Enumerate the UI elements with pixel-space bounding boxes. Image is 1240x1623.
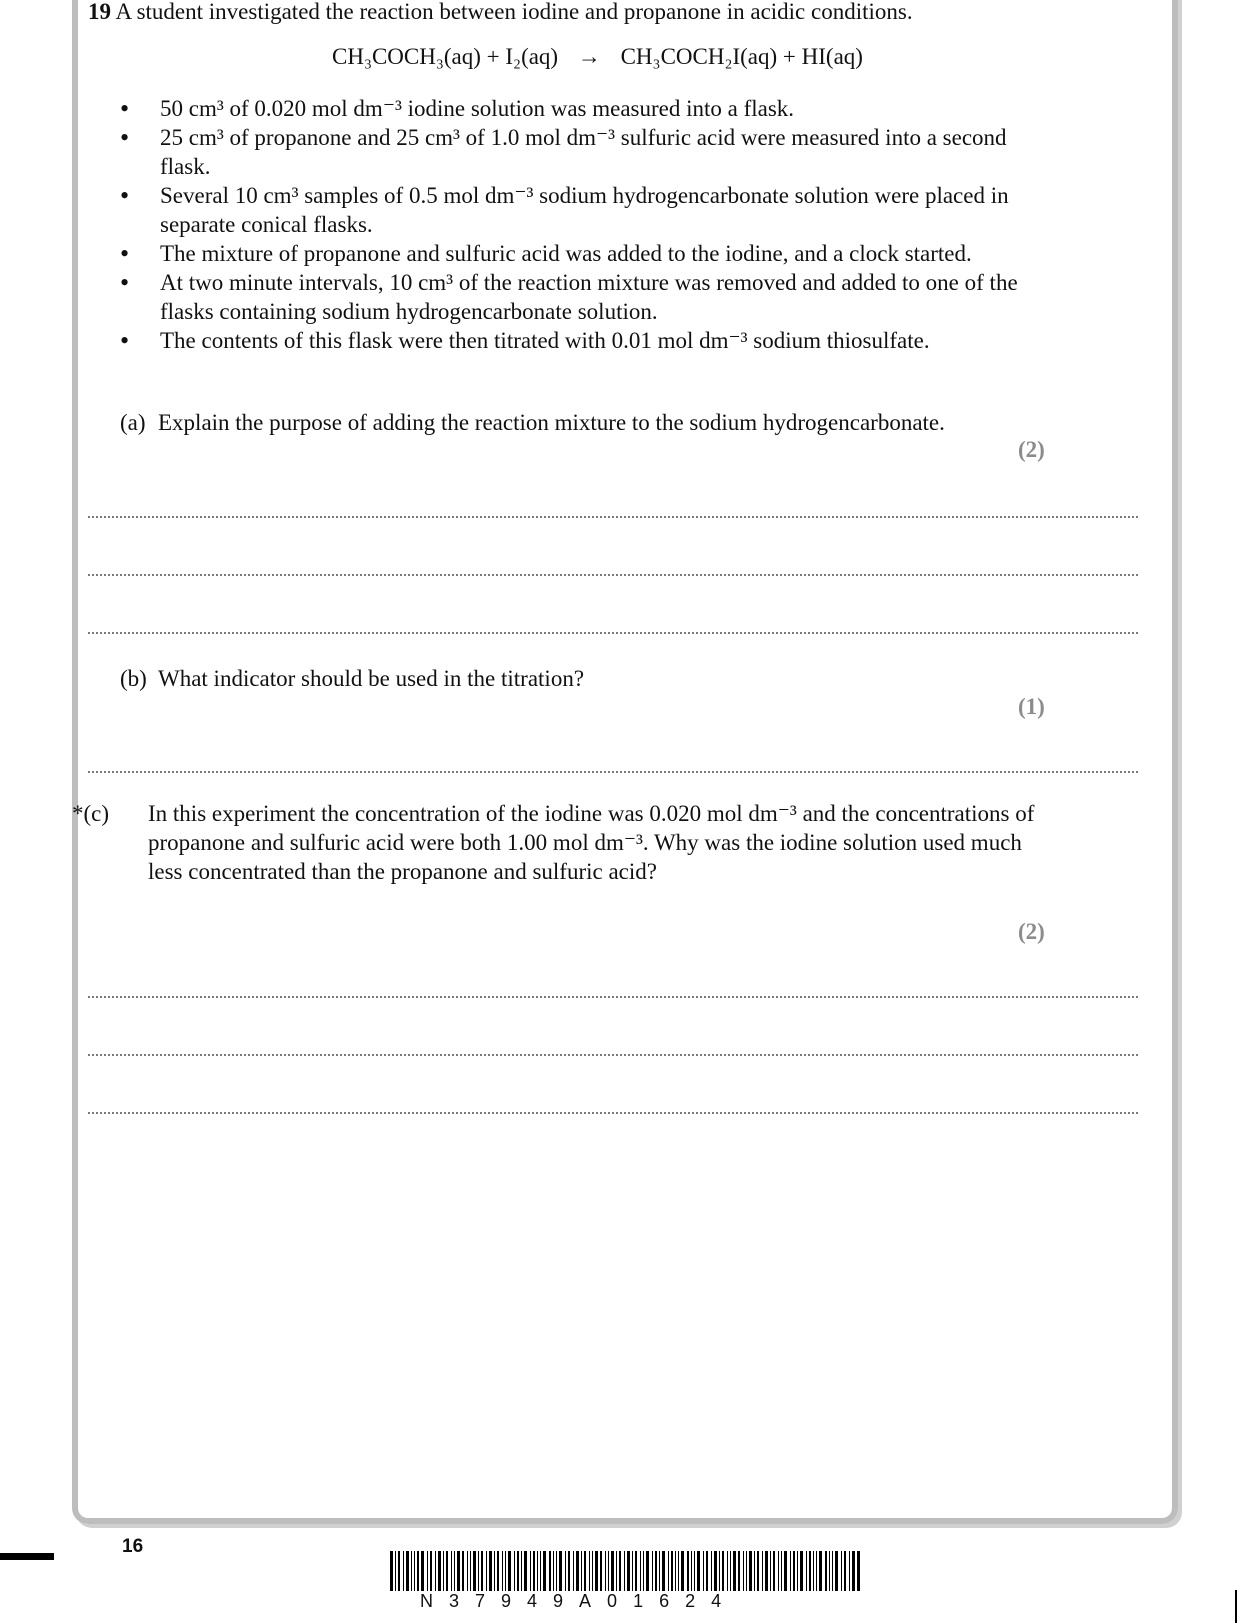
- chemical-equation: [332, 44, 863, 70]
- part-c-text: In this experiment the concentration of the iodine was 0.020 mol dm⁻³ and the concentrations of propanone and sulfuric acid were both 1.00 mol dm⁻³. Why was the iodine solution used much less concentrated than the propanone and sulfuric acid?: [148, 801, 1035, 884]
- answer-line[interactable]: [88, 574, 1138, 576]
- answer-line[interactable]: [88, 1054, 1138, 1056]
- part-b-question: [120, 664, 1020, 693]
- equation-rhs: CH₃COCH₂I(aq) + HI(aq): [620, 44, 863, 69]
- page-number: 16: [122, 1536, 144, 1557]
- part-a-marks: (2): [1018, 437, 1045, 462]
- barcode-number: N37949A01624: [420, 1591, 738, 1611]
- equation-lhs: CH₃COCH₃(aq) + I₂(aq): [332, 44, 559, 69]
- part-b-marks: (1): [1018, 694, 1045, 719]
- answer-line[interactable]: [88, 632, 1138, 634]
- answer-line[interactable]: [88, 996, 1138, 998]
- part-a-question: [120, 408, 1020, 437]
- barcode: [390, 1551, 860, 1591]
- procedure-step: • 25 cm³ of propanone and 25 cm³ of 1.0 mol dm⁻³ sulfuric acid were measured into a second flask.: [120, 123, 1020, 181]
- procedure-list: [120, 94, 1020, 355]
- procedure-step: • At two minute intervals, 10 cm³ of the reaction mixture was removed and added to one of the flasks containing sodium hydrogencarbonate solution.: [120, 268, 1020, 326]
- reaction-arrow-icon: →: [577, 44, 601, 69]
- part-c-marks: (2): [1018, 919, 1045, 944]
- part-a-text: Explain the purpose of adding the reaction mixture to the sodium hydrogencarbonate.: [158, 410, 945, 435]
- part-c-question: [72, 799, 1036, 886]
- procedure-step: • The contents of this flask were then titrated with 0.01 mol dm⁻³ sodium thiosulfate.: [120, 326, 1020, 355]
- procedure-step: • Several 10 cm³ samples of 0.5 mol dm⁻³ sodium hydrogencarbonate solution were placed in separate conical flasks.: [120, 181, 1020, 239]
- procedure-step: • 50 cm³ of 0.020 mol dm⁻³ iodine solution was measured into a flask.: [120, 94, 1020, 123]
- registration-mark: [0, 1553, 54, 1560]
- answer-line[interactable]: [88, 516, 1138, 518]
- procedure-step: • The mixture of propanone and sulfuric acid was added to the iodine, and a clock started.: [120, 239, 1020, 268]
- registration-mark: [1235, 1590, 1237, 1623]
- question-intro-text: A student investigated the reaction between iodine and propanone in acidic conditions.: [115, 0, 913, 24]
- question-number: 19: [88, 0, 111, 24]
- answer-line[interactable]: [88, 1112, 1138, 1114]
- part-c-label: *(c): [72, 801, 110, 826]
- part-b-label: (b): [120, 666, 147, 691]
- question-intro: [88, 0, 913, 26]
- part-b-text: What indicator should be used in the titration?: [158, 666, 585, 691]
- answer-line[interactable]: [88, 771, 1138, 773]
- part-a-label: (a): [120, 410, 146, 435]
